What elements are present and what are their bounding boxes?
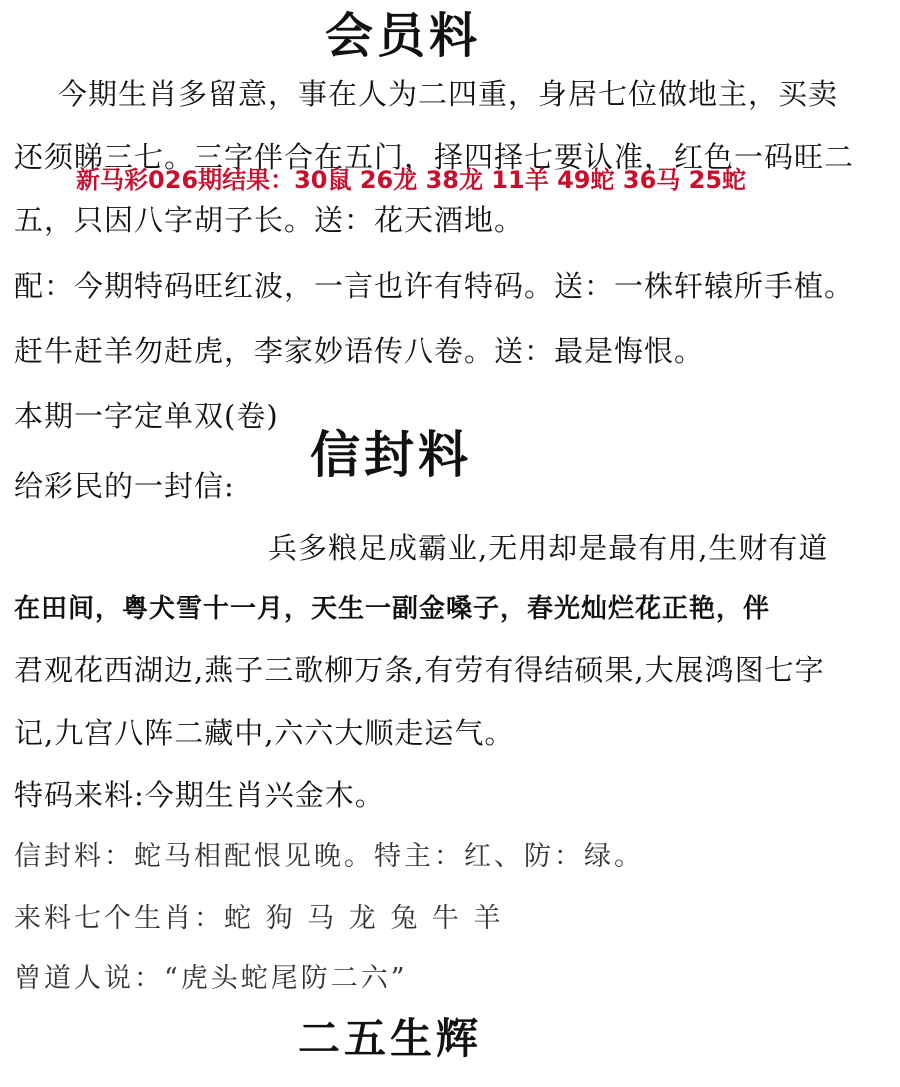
paragraph-line-3: 五，只因八字胡子长。送：花天酒地。 — [14, 203, 525, 237]
letter-line-2: 在田间，粤犬雪十一月，天生一副金嗓子，春光灿烂花正艳，伴 — [14, 594, 771, 624]
title-members-tips: 会员料 — [325, 8, 482, 64]
seven-zodiac-line: 来料七个生肖：蛇 狗 马 龙 兔 牛 羊 — [14, 903, 504, 934]
paragraph-line-4: 配：今期特码旺红波，一言也许有特码。送：一株轩辕所手植。 — [14, 269, 855, 303]
letter-line-1: 兵多粮足成霸业,无用却是最有用,生财有道 — [268, 531, 829, 565]
paragraph-line-6: 本期一字定单双(卷) — [14, 399, 279, 433]
title-envelope-tips: 信封料 — [310, 425, 472, 484]
paragraph-line-2: 还须睇三七。三字伴合在五门，择四择七要认准，红色一码旺二 — [14, 140, 855, 174]
title-two-five-shine: 二五生辉 — [298, 1014, 483, 1063]
letter-line-3: 君观花西湖边,燕子三歌柳万条,有劳有得结硕果,大展鸿图七字 — [14, 653, 825, 687]
letter-line-4: 记,九宫八阵二藏中,六六大顺走运气。 — [14, 716, 515, 750]
lottery-result-overlay: 新马彩026期结果：30鼠 26龙 38龙 11羊 49蛇 36马 25蛇 — [76, 166, 747, 194]
envelope-tips-line: 信封料：蛇马相配恨见晚。特主：红、防：绿。 — [14, 841, 644, 872]
paragraph-line-5: 赶牛赶羊勿赶虎，李家妙语传八卷。送：最是悔恨。 — [14, 334, 705, 368]
priest-quote-line: 曾道人说：“虎头蛇尾防二六” — [14, 963, 408, 994]
paragraph-line-1: 今期生肖多留意，事在人为二四重，身居七位做地主，买卖 — [58, 77, 839, 111]
letter-greeting: 给彩民的一封信: — [14, 469, 235, 503]
special-code-tips: 特码来料:今期生肖兴金木。 — [14, 778, 385, 812]
